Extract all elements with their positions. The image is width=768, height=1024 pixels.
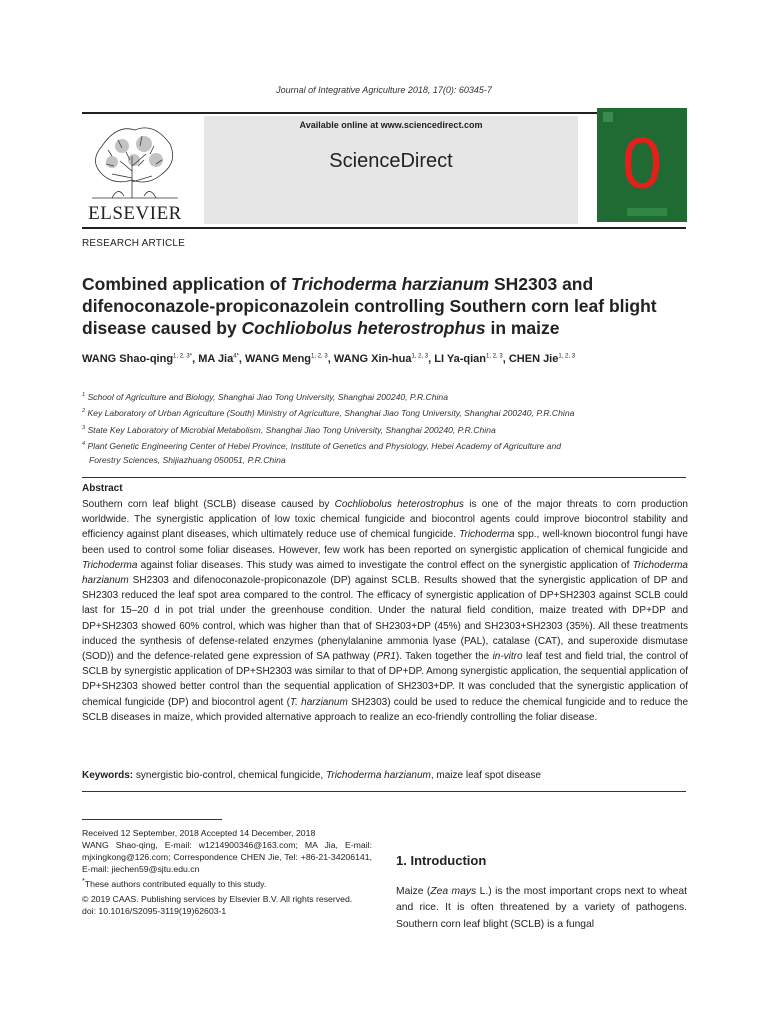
author-name: MA Jia	[198, 353, 234, 365]
author-name: CHEN Jie	[508, 353, 559, 365]
author-affil-mark: 4*	[233, 353, 239, 360]
available-online-text: Available online at www.sciencedirect.com	[299, 120, 483, 130]
abstract-run: spp., well-known biocontrol fungi have been used to control some foliar diseases. However, few work has been reported on synergistic application of chemical fungicide and	[82, 529, 688, 556]
journal-cover-image	[597, 108, 687, 222]
abstract-italic: Cochliobolus heterostrophus	[334, 499, 464, 510]
footnote-rule	[82, 819, 222, 820]
affiliation-1	[82, 388, 688, 404]
footnote-dates-contacts	[82, 827, 372, 890]
affil-num: 4	[82, 441, 86, 448]
sciencedirect-title: ScienceDirect	[329, 150, 453, 172]
received-accepted: Received 12 September, 2018 Accepted 14 December, 2018	[82, 828, 316, 838]
elsevier-logo	[82, 116, 188, 224]
abstract-italic: Trichoderma harzianum	[82, 559, 688, 587]
introduction-text	[396, 884, 687, 933]
abstract-heading: Abstract	[82, 483, 123, 494]
title-species-2: Cochliobolus heterostrophus	[241, 318, 486, 338]
keywords-label: Keywords:	[82, 770, 134, 781]
equal-text: These authors contributed equally to this study.	[84, 878, 267, 889]
abstract-run: ). Taken together the	[395, 651, 493, 663]
abstract-run: Southern corn leaf blight (SCLB) disease caused by	[82, 499, 335, 510]
abstract-rule-top	[82, 477, 686, 478]
author-affil-mark: 1, 2, 3*	[173, 353, 193, 360]
abstract-italic: T. harzianum	[289, 696, 348, 708]
author-list: WANG Shao-qing$^{1, 2, 3*}$, MA Jia$^{4*}$, WANG Meng$^{1, 2, 3}$, WANG Xin-hua$^{1, 2, 3}$, LI Ya-qian$^{1, 2, 3}$, CHEN Jie$^{1, 2, 3}$	[82, 353, 576, 365]
title-part: Combined application of	[82, 274, 292, 294]
journal-citation: Journal of Integrative Agriculture 2018, 17(0): 60345-7	[276, 85, 492, 95]
author-affil-mark: 1, 2, 3	[311, 353, 328, 360]
intro-run: Maize (	[396, 886, 431, 897]
abstract-run: SH2303) could be used to reduce the chemical fungicide and to reduce the SCLB diseases in maize, which provided alternative approach to realize an eco-friendly controlling the foliar disease.	[82, 696, 689, 723]
title-species-1: Trichoderma harzianum	[291, 274, 490, 294]
affiliation-2	[82, 404, 688, 420]
abstract-italic: in-vitro	[492, 651, 523, 663]
abstract-run: leaf test and field trial, the control of SCLB by synergistic application of DP+SH2303 was similar to that of DP+DP. Among synergistic application, the sequential application of DP+SH2303 showed better control than the sequential application of SH2303+DP. It was concluded that the synergistic application of chemical fungicide (DP) and biocontrol agent (	[82, 651, 688, 708]
title-part: in maize	[485, 318, 560, 338]
equal-contribution-note	[82, 875, 372, 890]
abstract-italic: PR1	[376, 651, 396, 663]
cover-thumbnail-mark	[603, 112, 613, 122]
keywords-italic: Trichoderma harzianum	[326, 770, 431, 781]
abstract-italic: Trichoderma	[82, 559, 138, 571]
author-name: WANG Meng	[245, 353, 312, 365]
cover-footer-band	[627, 208, 667, 216]
doi-text: doi: 10.1016/S2095-3119(19)62603-1	[82, 906, 227, 916]
keywords-run: , maize leaf spot disease	[430, 770, 541, 781]
abstract-rule-bottom	[82, 791, 686, 792]
equal-mark: *	[82, 876, 85, 885]
article-type: RESEARCH ARTICLE	[82, 238, 186, 249]
copyright-text: © 2019 CAAS. Publishing services by Elsevier B.V. All rights reserved.	[82, 894, 353, 904]
author-affil-mark: 1, 2, 3	[411, 353, 429, 360]
affil-text: Plant Genetic Engineering Center of Hebei Province, Institute of Genetics and Physiology, Hebei Academy of Agriculture and	[87, 440, 562, 451]
author-affil-mark: 1, 2, 3	[558, 353, 576, 360]
author-contacts: WANG Shao-qing, E-mail: w1214900346@163.com; MA Jia, E-mail: mjxingkong@126.com; Correspondence CHEN Jie, Tel: +86-21-34206141, E-mail: jiechen59@sjtu.edu.cn	[82, 840, 372, 874]
copyright-block	[82, 893, 372, 917]
cover-zero-glyph: 0	[621, 124, 663, 204]
affil-num: 3	[82, 424, 86, 431]
abstract-run: SH2303 and difenoconazole-propiconazole (DP) against SCLB. Results showed that the synergistic application of DP and SH2303 reduced the leaf spot area compared to the control. The efficacy of synergistic application of DP+SH2303 against SCLB could last for 15–20 d in pot trial under the greenhouse condition. Under the natural field condition, maize treated with DP+DP and DP+SH2303 showed 60% control, which was higher than that of SH2303+DP (45%) and SH2303+SH2303 (35%). All these treatments induced the synthesis of defense-related enzymes (phenylalanine ammonia lyase (PAL), catalase (CAT), and superoxide dismutase (SOD)) and the defence-related gene expression of SA pathway (	[82, 575, 688, 663]
affil-text: School of Agriculture and Biology, Shanghai Jiao Tong University, Shanghai 200240, P.R.China	[87, 391, 448, 402]
affiliation-4-cont: Forestry Sciences, Shijiazhuang 050051, P.R.China	[89, 455, 286, 466]
intro-italic: Zea mays	[430, 886, 477, 897]
affiliations	[82, 388, 688, 468]
affil-num: 2	[82, 408, 86, 415]
author-name: LI Ya-qian	[434, 353, 487, 365]
abstract-text	[82, 497, 688, 725]
article-title	[82, 273, 692, 339]
keywords	[82, 770, 688, 781]
header-rule-bottom	[82, 227, 686, 229]
header-rule-top	[82, 112, 686, 114]
affil-text: Key Laboratory of Urban Agriculture (South) Ministry of Agriculture, Shanghai Jiao Tong University, Shanghai 200240, P.R.China	[87, 408, 575, 419]
abstract-italic: Trichoderma	[459, 529, 515, 541]
abstract-run: against foliar diseases. This study was aimed to investigate the control effect on the synergistic application of	[137, 559, 633, 571]
author-name: WANG Xin-hua	[333, 353, 412, 365]
title-part: SH2303 and difenoconazole-propiconazolein controlling Southern corn leaf blight disease caused by	[82, 274, 657, 338]
intro-run: L.) is the most important crops next to wheat and rice. It is often threatened by a variety of pathogens. Southern corn leaf blight (SCLB) is a fungal	[396, 886, 687, 930]
author-affil-mark: 1, 2, 3	[486, 353, 503, 360]
affil-text: State Key Laboratory of Microbial Metabolism, Shanghai Jiao Tong University, Shanghai 200240, P.R.China	[87, 424, 496, 435]
keywords-run: synergistic bio-control, chemical fungicide,	[133, 770, 326, 781]
affiliation-4	[82, 437, 688, 453]
introduction-heading: 1. Introduction	[396, 853, 487, 868]
affiliation-3	[82, 421, 688, 437]
author-name: WANG Shao-qing	[82, 353, 174, 365]
abstract-run: is one of the major threats to corn production worldwide. The synergistic application of low toxic chemical fungicide and biocontrol agents could improve biocontrol stability and efficiency against plant diseases, which ultimately reduce use of chemical fungicide.	[82, 499, 688, 541]
affil-num: 1	[82, 392, 86, 398]
elsevier-wordmark: ELSEVIER	[88, 203, 182, 224]
